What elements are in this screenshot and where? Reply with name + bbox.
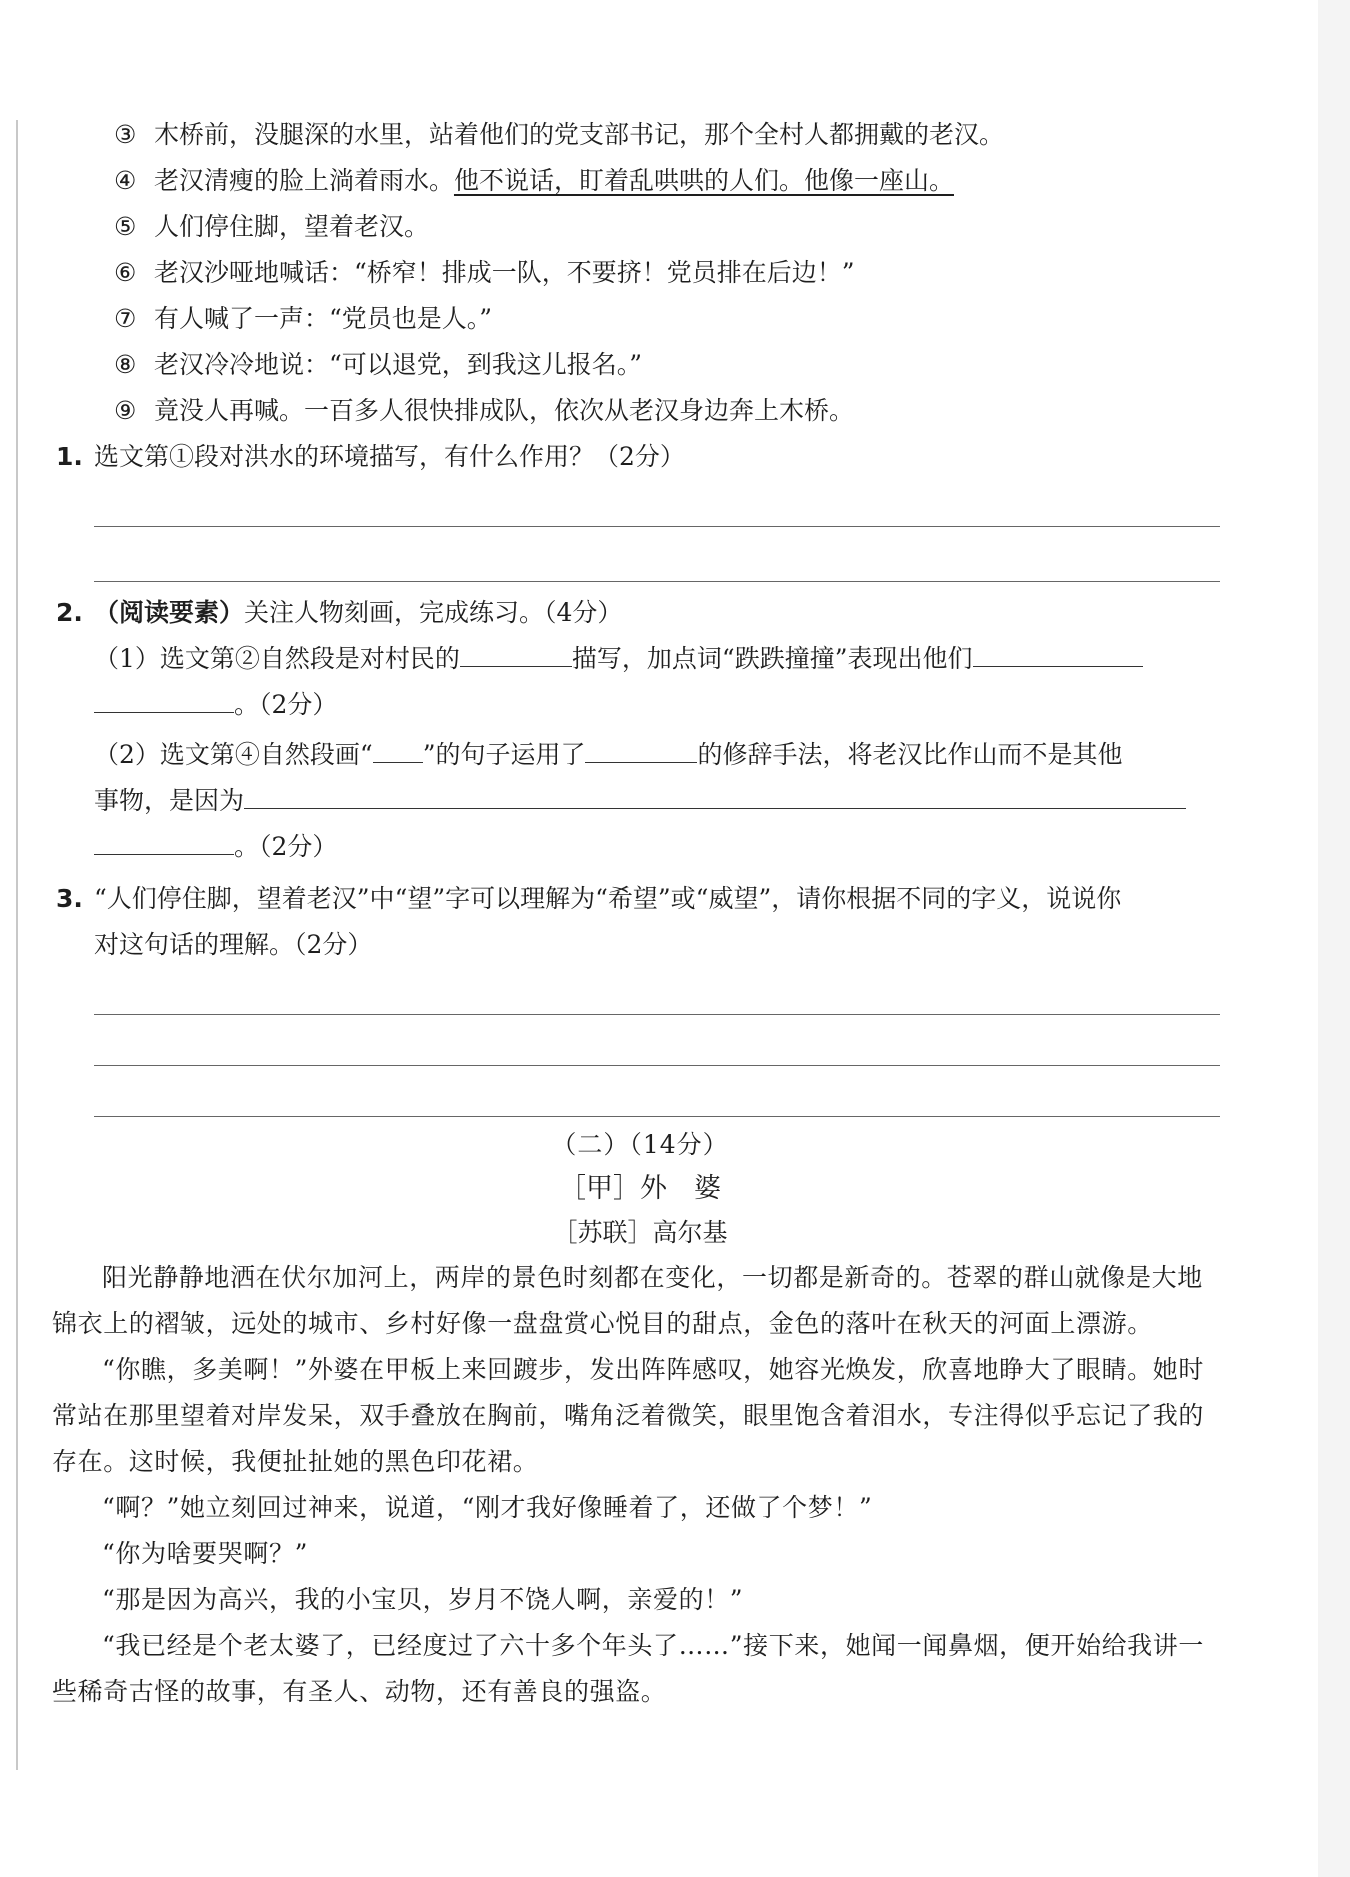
question-2-part-2-end [56,824,1224,870]
prompt-text: 事物，是因为 [94,786,245,815]
score-text: 。（2分） [234,690,338,719]
answer-line[interactable] [94,968,1220,1015]
article-paragraph: “啊？”她立刻回过神来，说道，“刚才我好像睡着了，还做了个梦！” [102,1493,873,1522]
answer-line[interactable] [94,1015,1220,1066]
paragraph-text: 人们停住脚，望着老汉。 [153,212,429,241]
answer-blank[interactable] [373,736,423,763]
question-3-cont [56,922,1224,968]
question-text: 选文第①段对洪水的环境描写，有什么作用？（2分） [94,442,685,471]
article-body [52,1255,1224,1715]
paragraph-number: ⑨ [114,396,137,425]
paragraph-text: 老汉清瘦的脸上淌着雨水。 [153,166,454,195]
score-text: 。（2分） [234,832,338,861]
answer-line[interactable] [94,480,1220,527]
story-line-6 [56,250,1224,296]
question-2 [56,590,1224,636]
answer-blank[interactable] [94,686,234,713]
question-number: 2. [56,598,83,627]
answer-line[interactable] [94,527,1220,582]
answer-blank[interactable] [244,782,1186,809]
article-paragraph: “我已经是个老太婆了，已经度过了六十多个年头了……”接下来，她闻一闻鼻烟，便开始给我讲一些稀奇古怪的故事，有圣人、动物，还有善良的强盗。 [52,1631,1204,1706]
article-paragraph: 阳光静静地洒在伏尔加河上，两岸的景色时刻都在变化，一切都是新奇的。苍翠的群山就像是大地锦衣上的褶皱，远处的城市、乡村好像一盘盘赏心悦目的甜点，金色的落叶在秋天的河面上漂游。 [52,1263,1203,1338]
paragraph-text: 竟没人再喊。一百多人很快排成队，依次从老汉身边奔上木桥。 [153,396,854,425]
question-2-part-1-cont [56,682,1224,728]
question-2-part-2-cont [56,778,1224,824]
article-paragraph: “那是因为高兴，我的小宝贝，岁月不饶人啊，亲爱的！” [102,1585,744,1614]
prompt-text: 的修辞手法，将老汉比作山而不是其他 [697,740,1123,769]
question-number: 1. [56,442,83,471]
paragraph-text: 有人喊了一声：“党员也是人。” [153,304,493,333]
question-3 [56,876,1224,922]
question-tag: （阅读要素） [94,598,245,627]
prompt-text: 描写，加点词“跌跌撞撞”表现出他们 [571,644,973,673]
article-paragraph: “你为啥要哭啊？” [102,1539,308,1568]
page-content [52,112,1224,1715]
paragraph-number: ⑥ [114,258,137,287]
story-line-5 [56,204,1224,250]
story-line-8 [56,342,1224,388]
prompt-text: （1）选文第②自然段是对村民的 [94,644,460,673]
scan-edge-strip [1318,0,1350,1877]
question-text: “人们停住脚，望着老汉”中“望”字可以理解为“希望”或“威望”，请你根据不同的字义，说说你 [94,884,1122,913]
paragraph-number: ⑦ [114,304,137,333]
question-text: 对这句话的理解。（2分） [94,930,373,959]
question-text: 关注人物刻画，完成练习。（4分） [244,598,623,627]
answer-line[interactable] [94,1066,1220,1117]
story-line-7 [56,296,1224,342]
question-number: 3. [56,884,83,913]
underlined-sentence: 他不说话，盯着乱哄哄的人们。他像一座山。 [453,166,954,195]
paragraph-text: 木桥前，没腿深的水里，站着他们的党支部书记，那个全村人都拥戴的老汉。 [153,120,1004,149]
prompt-text: ”的句子运用了 [422,740,586,769]
story-line-3 [56,112,1224,158]
article-paragraph: “你瞧，多美啊！”外婆在甲板上来回踱步，发出阵阵感叹，她容光焕发，欣喜地睁大了眼睛。她时常站在那里望着对岸发呆，双手叠放在胸前，嘴角泛着微笑，眼里饱含着泪水，专注得似乎忘记了我的存在。这时候，我便扯扯她的黑色印花裙。 [52,1355,1205,1476]
answer-blank[interactable] [973,640,1143,667]
paragraph-text: 老汉冷冷地说：“可以退党，到我这儿报名。” [153,350,643,379]
paragraph-text: 老汉沙哑地喊话：“桥窄！排成一队，不要挤！党员排在后边！” [153,258,855,287]
question-2-part-1 [56,636,1224,682]
paragraph-number: ⑧ [114,350,137,379]
paragraph-number: ④ [114,166,137,195]
story-line-9 [56,388,1224,434]
article-title: ［甲］外 婆 [559,1173,721,1204]
binding-margin-line [16,120,18,1770]
paragraph-number: ⑤ [114,212,137,241]
question-1 [56,434,1224,480]
answer-blank[interactable] [94,828,234,855]
answer-blank[interactable] [585,736,697,763]
paragraph-number: ③ [114,120,137,149]
prompt-text: （2）选文第④自然段画“ [94,740,373,769]
story-line-4 [56,158,1224,204]
article-author: ［苏联］高尔基 [552,1218,728,1247]
question-2-part-2 [56,732,1224,778]
answer-blank[interactable] [460,640,572,667]
section-title: （二）（14分） [551,1130,729,1159]
